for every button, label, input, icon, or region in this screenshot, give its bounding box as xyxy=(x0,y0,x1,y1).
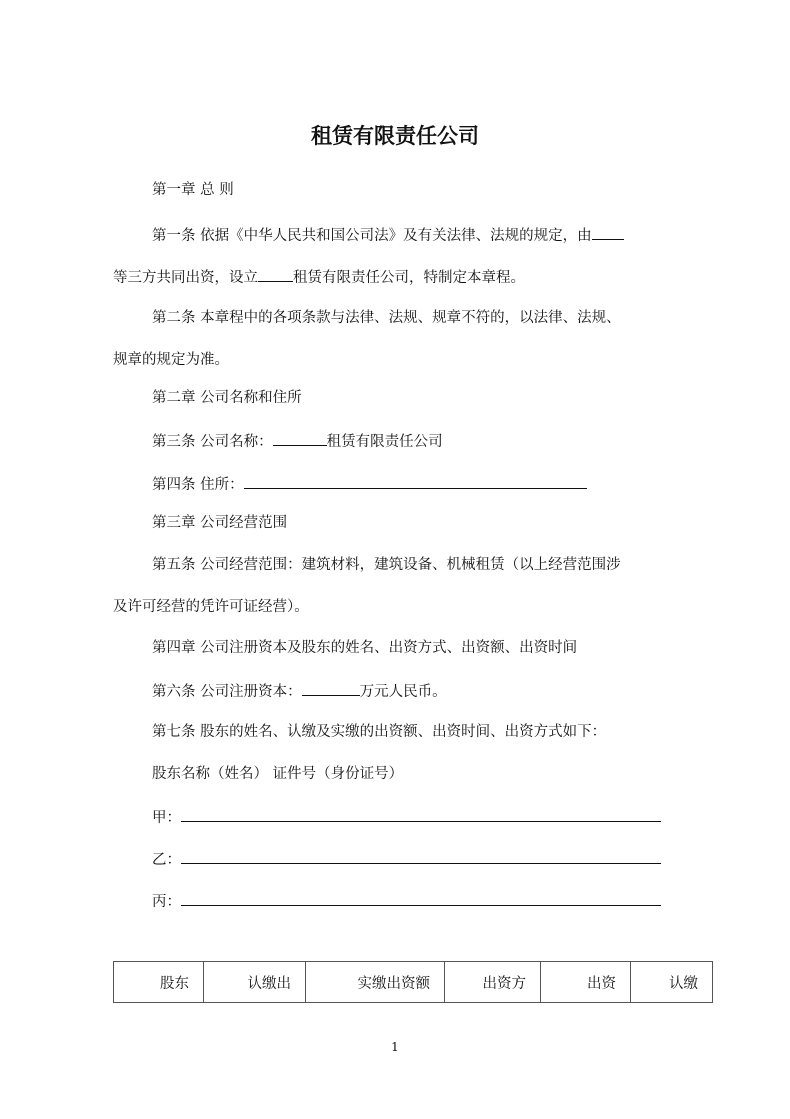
capital-table xyxy=(113,961,713,1003)
article-1 xyxy=(152,224,624,246)
article-7: 第七条 股东的姓名、认缴及实缴的出资额、出资时间、出资方式如下： xyxy=(152,724,607,740)
article-2: 第二条 本章程中的各项条款与法律、法规、规章不符的，以法律、法规、 xyxy=(152,310,621,326)
article-5: 第五条 公司经营范围：建筑材料，建筑设备、机械租赁（以上经营范围涉 xyxy=(152,557,621,573)
text: 甲： xyxy=(152,810,181,826)
text: 第三条 公司名称： xyxy=(152,434,273,450)
text: 乙： xyxy=(152,852,181,868)
text: 第六条 公司注册资本： xyxy=(152,684,302,700)
text: 租赁有限责任公司 xyxy=(326,434,443,450)
text: 第四条 住所： xyxy=(152,477,244,493)
table-header-cell: 认缴 xyxy=(631,962,713,1003)
blank-field xyxy=(244,473,587,489)
table-header-cell: 股东 xyxy=(114,962,204,1003)
page-number: 1 xyxy=(391,1040,399,1054)
article-5-cont: 及许可经营的凭许可证经营）。 xyxy=(113,599,309,615)
text: 租赁有限责任公司，特制定本章程。 xyxy=(293,270,525,286)
shareholder-heading: 股东名称（姓名） 证件号（身份证号） xyxy=(152,766,404,782)
text: 等三方共同出资，设立 xyxy=(113,270,258,286)
table-header-cell: 出资方 xyxy=(445,962,541,1003)
shareholder-c xyxy=(152,890,661,912)
text: 万元人民币。 xyxy=(359,684,447,700)
blank-field xyxy=(181,890,661,906)
article-3 xyxy=(152,430,443,452)
text: 第一条 依据《中华人民共和国公司法》及有关法律、法规的规定，由 xyxy=(152,228,592,244)
table-header-row xyxy=(114,962,713,1003)
article-2-cont: 规章的规定为准。 xyxy=(113,352,229,368)
shareholder-a xyxy=(152,806,661,828)
blank-field xyxy=(273,430,327,446)
blank-field xyxy=(181,806,661,822)
blank-field xyxy=(302,680,360,696)
article-4 xyxy=(152,473,587,495)
chapter-4: 第四章 公司注册资本及股东的姓名、出资方式、出资额、出资时间 xyxy=(152,640,578,656)
blank-field xyxy=(181,848,661,864)
table-header-cell: 实缴出资额 xyxy=(306,962,445,1003)
article-6 xyxy=(152,680,447,702)
chapter-2: 第二章 公司名称和住所 xyxy=(152,390,302,406)
document-title: 租赁有限责任公司 xyxy=(311,123,479,148)
chapter-3: 第三章 公司经营范围 xyxy=(152,515,288,531)
chapter-1: 第一章 总 则 xyxy=(152,182,234,198)
table-header-cell: 认缴出 xyxy=(204,962,306,1003)
blank-field xyxy=(258,266,293,282)
article-1-cont xyxy=(113,266,525,288)
shareholder-b xyxy=(152,848,661,870)
blank-field xyxy=(592,224,624,240)
table-header-cell: 出资 xyxy=(541,962,631,1003)
text: 丙： xyxy=(152,894,181,910)
